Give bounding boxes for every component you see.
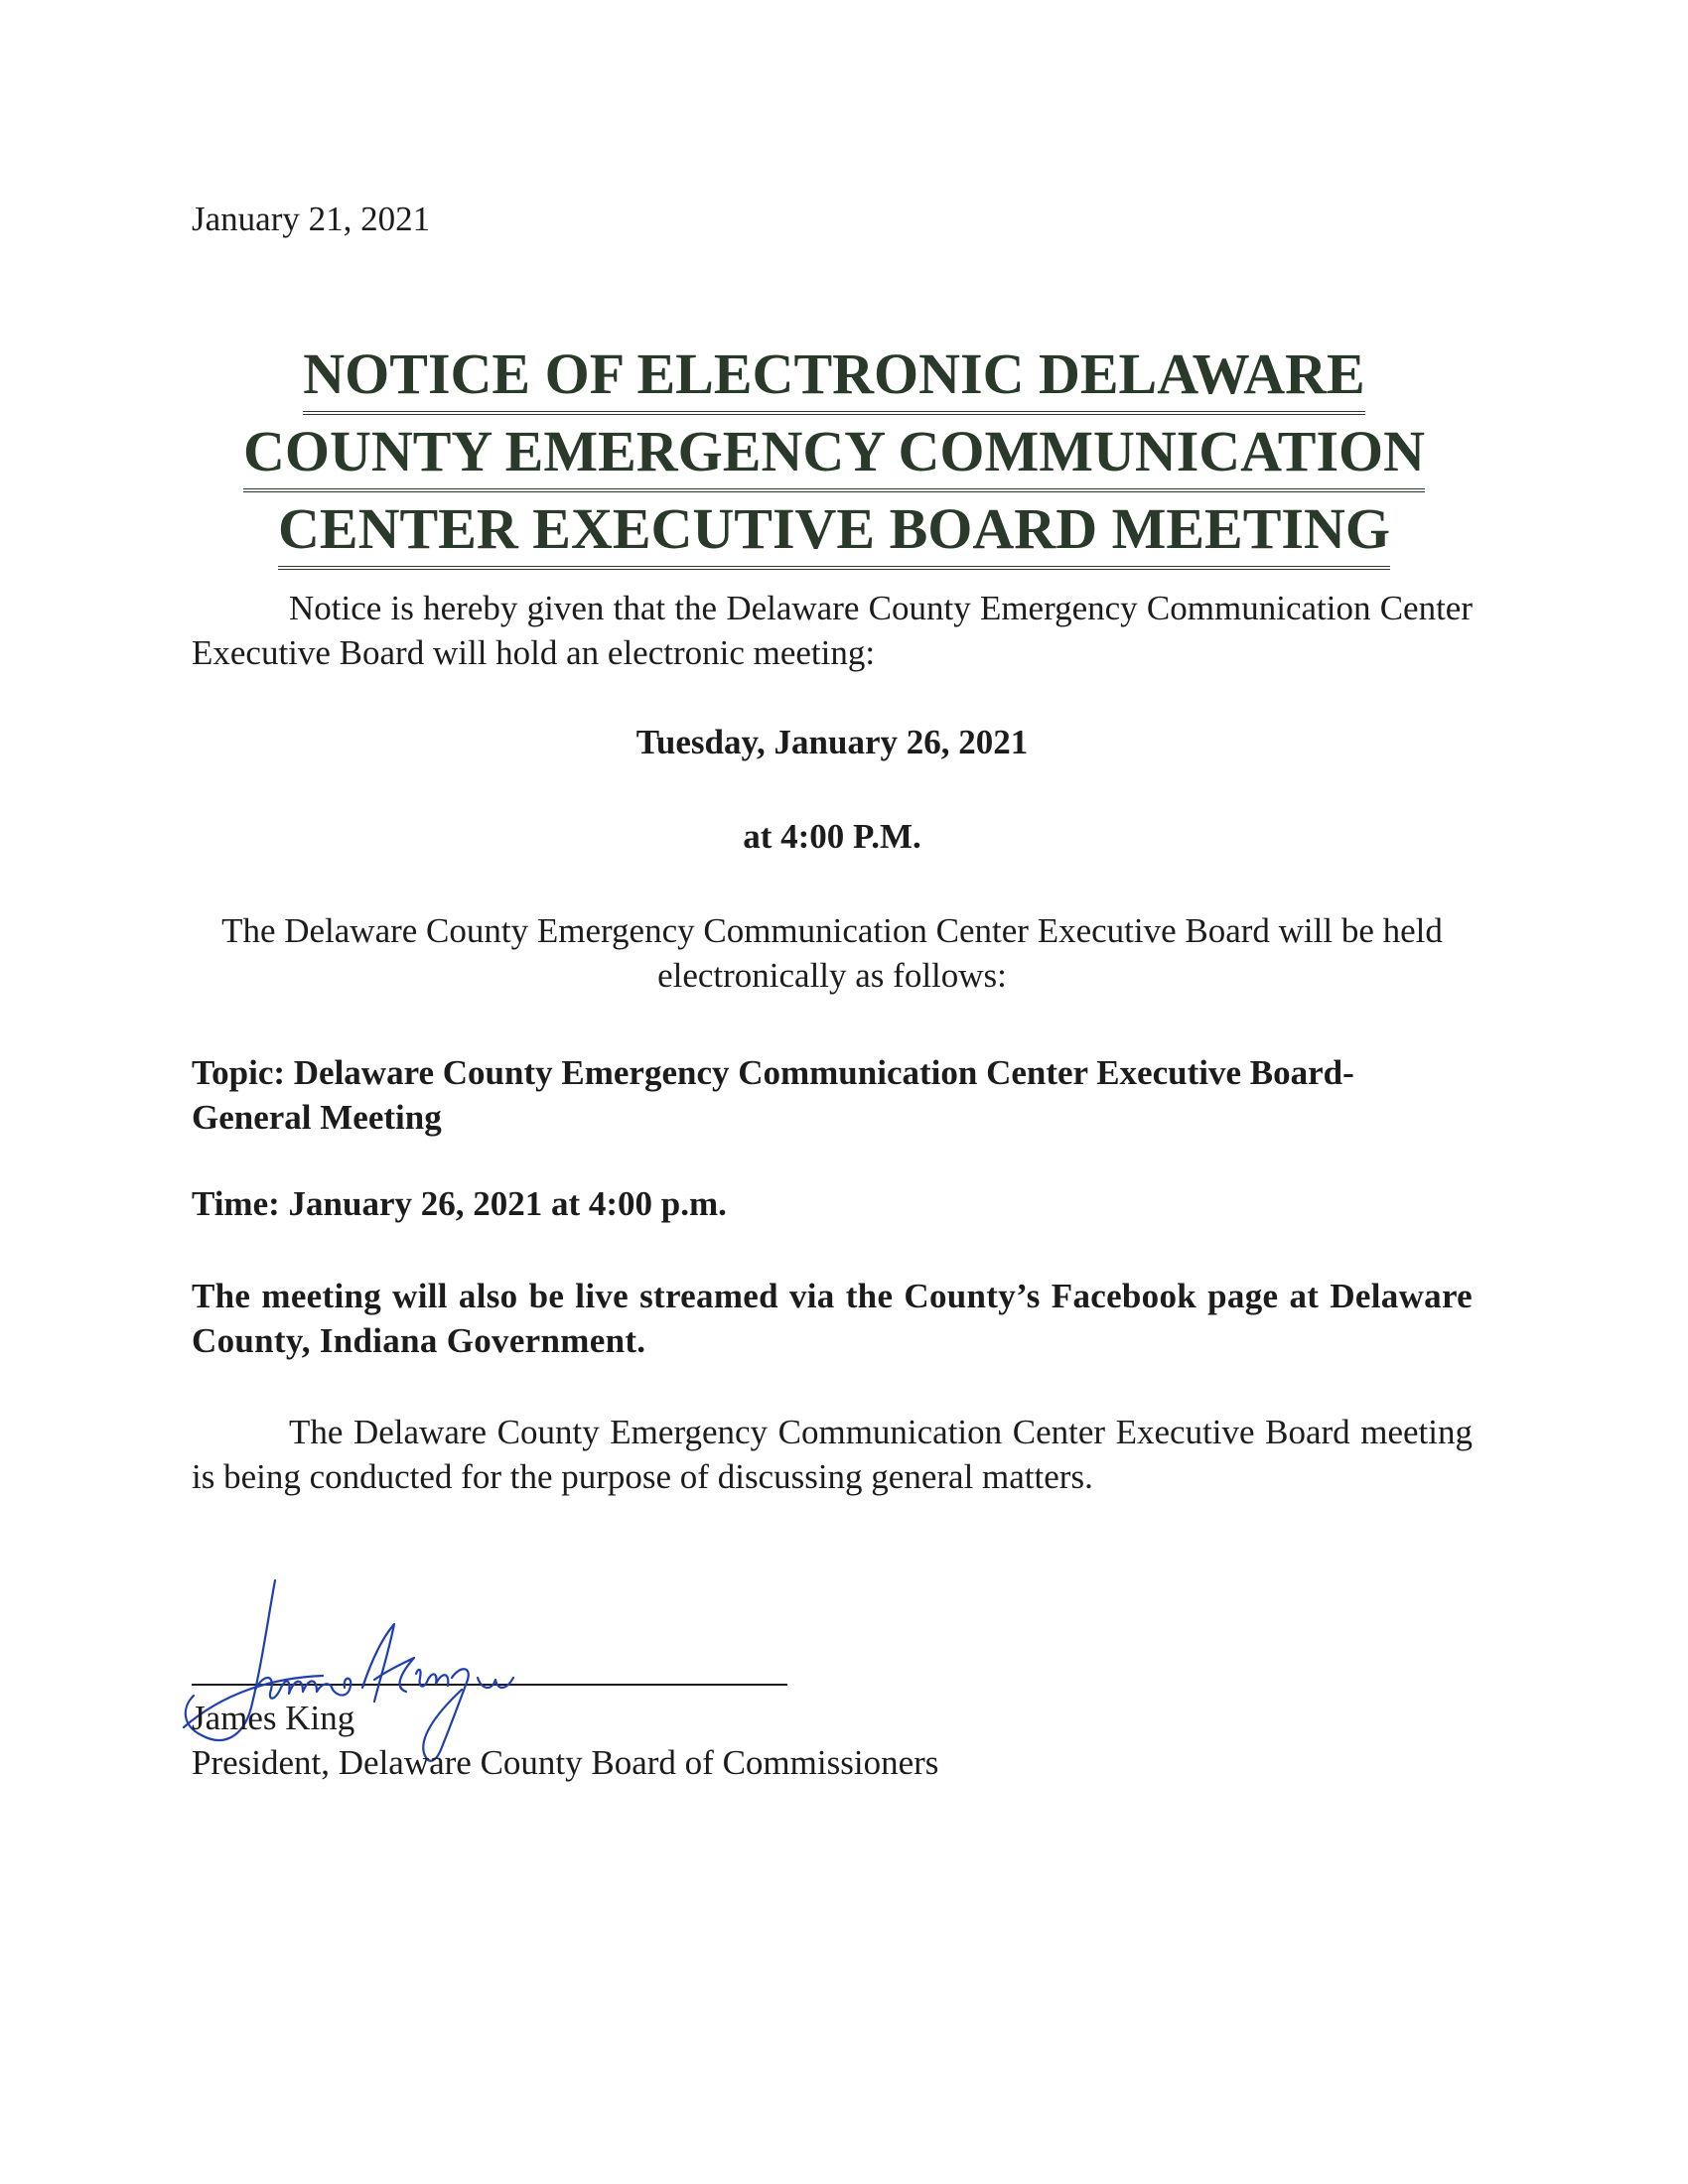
signer-title: President, Delaware County Board of Commissioners [192, 1743, 939, 1782]
meeting-topic: Topic: Delaware County Emergency Communication Center Executive Board- General Meeting [192, 1053, 1354, 1137]
letter-date: January 21, 2021 [192, 200, 431, 238]
meeting-day: Tuesday, January 26, 2021 [635, 723, 1029, 761]
title-line-2: COUNTY EMERGENCY COMMUNICATION [243, 415, 1425, 492]
meeting-time: at 4:00 P.M. [743, 817, 921, 856]
title-line-1: NOTICE OF ELECTRONIC DELAWARE [303, 338, 1364, 415]
title-line-3: CENTER EXECUTIVE BOARD MEETING [278, 492, 1390, 570]
signer-name: James King [192, 1699, 355, 1737]
intro-paragraph: Notice is hereby given that the Delaware County Emergency Communication Center Executive Board will hold an electronic meeting: [192, 589, 1473, 672]
held-electronically-paragraph: The Delaware County Emergency Communication Center Executive Board will be held electronically as follows: [221, 911, 1443, 995]
purpose-paragraph: The Delaware County Emergency Communication Center Executive Board meeting is being conducted for the purpose of discussing general matters. [192, 1413, 1473, 1496]
signer-block [192, 1696, 938, 1785]
livestream-paragraph: The meeting will also be live streamed via the County’s Facebook page at Delaware County, Indiana Government. [192, 1277, 1473, 1360]
notice-title [159, 338, 1509, 570]
meeting-time-line: Time: January 26, 2021 at 4:00 p.m. [192, 1184, 727, 1223]
